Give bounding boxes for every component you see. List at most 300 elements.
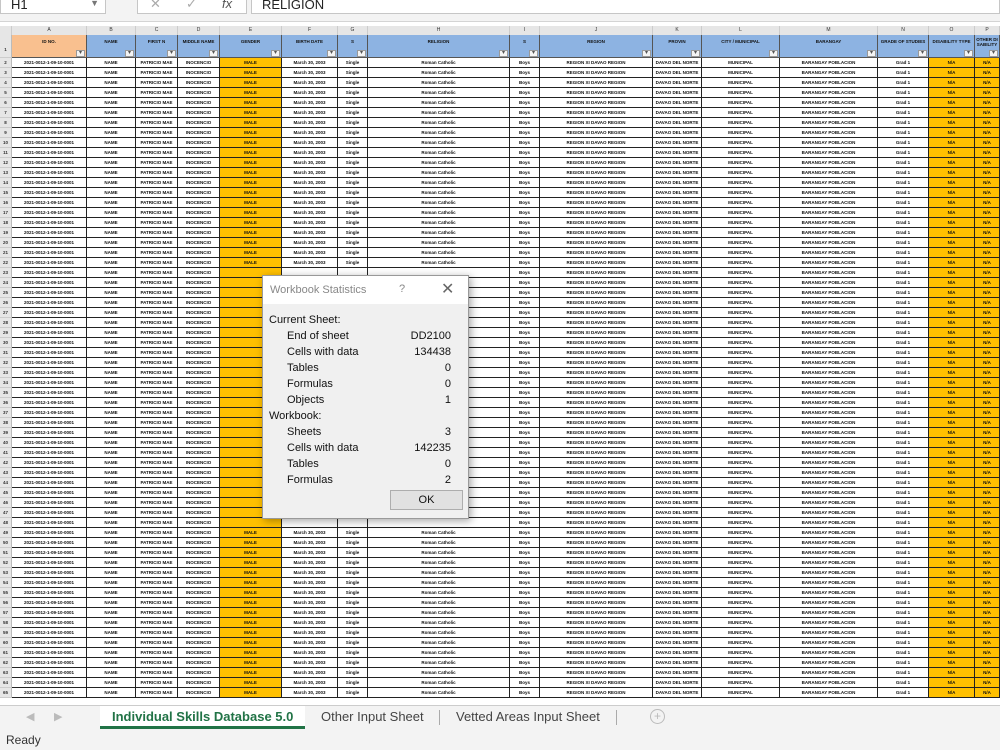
table-cell[interactable]: NAME (87, 278, 136, 288)
table-cell[interactable]: MALE (220, 178, 282, 188)
table-cell[interactable]: REGION XI DAVAO REGION (540, 478, 653, 488)
table-cell[interactable]: N/A (975, 368, 1000, 378)
table-cell[interactable]: DAVAO DEL NORTE (653, 448, 702, 458)
table-cell[interactable]: INOCENCIO (178, 538, 220, 548)
table-cell[interactable]: INOCENCIO (178, 248, 220, 258)
table-cell[interactable]: MUNICIPAL (702, 488, 780, 498)
table-cell[interactable]: BARANGAY POBLACION (780, 438, 878, 448)
table-cell[interactable]: Boys (510, 578, 540, 588)
table-cell[interactable]: 2021-0012-1-09-10-0001 (12, 418, 87, 428)
table-cell[interactable]: MUNICIPAL (702, 568, 780, 578)
table-cell[interactable]: Roman Catholic (368, 578, 510, 588)
table-cell[interactable]: Grad 1 (878, 168, 929, 178)
row-header[interactable]: 52 (0, 558, 12, 568)
table-cell[interactable]: March 30, 2003 (282, 588, 338, 598)
table-cell[interactable]: PATRICIO MAE (136, 358, 178, 368)
table-cell[interactable]: Boys (510, 148, 540, 158)
header-cell-j[interactable] (540, 35, 653, 58)
table-cell[interactable]: Grad 1 (878, 78, 929, 88)
table-cell[interactable]: Grad 1 (878, 288, 929, 298)
table-cell[interactable]: MALE (220, 108, 282, 118)
table-cell[interactable]: MALE (220, 668, 282, 678)
table-cell[interactable]: PATRICIO MAE (136, 408, 178, 418)
table-cell[interactable]: Grad 1 (878, 598, 929, 608)
table-cell[interactable]: Grad 1 (878, 238, 929, 248)
table-cell[interactable]: DAVAO DEL NORTE (653, 638, 702, 648)
table-cell[interactable]: REGION XI DAVAO REGION (540, 608, 653, 618)
table-cell[interactable]: Grad 1 (878, 228, 929, 238)
table-cell[interactable]: INOCENCIO (178, 288, 220, 298)
table-cell[interactable]: DAVAO DEL NORTE (653, 168, 702, 178)
table-cell[interactable]: Single (338, 98, 368, 108)
table-cell[interactable]: Roman Catholic (368, 78, 510, 88)
tab-individual-skills-database[interactable]: Individual Skills Database 5.0 (100, 706, 305, 729)
table-cell[interactable]: MALE (220, 128, 282, 138)
table-cell[interactable]: INOCENCIO (178, 228, 220, 238)
table-cell[interactable]: DAVAO DEL NORTE (653, 68, 702, 78)
table-cell[interactable]: DAVAO DEL NORTE (653, 328, 702, 338)
row-header[interactable]: 31 (0, 348, 12, 358)
table-cell[interactable]: Grad 1 (878, 128, 929, 138)
table-cell[interactable]: MALE (220, 88, 282, 98)
table-cell[interactable]: BARANGAY POBLACION (780, 568, 878, 578)
row-header[interactable]: 16 (0, 198, 12, 208)
table-cell[interactable]: 2021-0012-1-09-10-0001 (12, 598, 87, 608)
table-cell[interactable]: BARANGAY POBLACION (780, 398, 878, 408)
table-cell[interactable]: REGION XI DAVAO REGION (540, 228, 653, 238)
table-cell[interactable]: REGION XI DAVAO REGION (540, 408, 653, 418)
table-cell[interactable]: INOCENCIO (178, 238, 220, 248)
table-cell[interactable]: PATRICIO MAE (136, 468, 178, 478)
table-cell[interactable]: Roman Catholic (368, 638, 510, 648)
table-cell[interactable]: BARANGAY POBLACION (780, 488, 878, 498)
table-cell[interactable]: INOCENCIO (178, 318, 220, 328)
table-cell[interactable]: BARANGAY POBLACION (780, 688, 878, 698)
table-cell[interactable]: BARANGAY POBLACION (780, 128, 878, 138)
table-cell[interactable]: MUNICIPAL (702, 408, 780, 418)
close-icon[interactable]: ✕ (441, 281, 455, 298)
table-cell[interactable]: Boys (510, 58, 540, 68)
table-cell[interactable]: PATRICIO MAE (136, 558, 178, 568)
table-cell[interactable]: N/A (929, 548, 975, 558)
table-cell[interactable]: NAME (87, 338, 136, 348)
table-cell[interactable]: March 30, 2003 (282, 598, 338, 608)
table-cell[interactable]: BARANGAY POBLACION (780, 298, 878, 308)
table-cell[interactable]: BARANGAY POBLACION (780, 658, 878, 668)
table-cell[interactable]: DAVAO DEL NORTE (653, 538, 702, 548)
table-cell[interactable]: March 30, 2003 (282, 98, 338, 108)
row-header[interactable]: 20 (0, 238, 12, 248)
row-header[interactable]: 41 (0, 448, 12, 458)
table-cell[interactable]: N/A (975, 688, 1000, 698)
table-cell[interactable]: PATRICIO MAE (136, 688, 178, 698)
column-header-f[interactable]: F (282, 26, 338, 35)
table-cell[interactable]: MUNICIPAL (702, 518, 780, 528)
table-cell[interactable]: Single (338, 138, 368, 148)
table-cell[interactable]: N/A (929, 248, 975, 258)
table-cell[interactable]: DAVAO DEL NORTE (653, 138, 702, 148)
table-cell[interactable]: DAVAO DEL NORTE (653, 318, 702, 328)
table-cell[interactable]: N/A (929, 678, 975, 688)
table-cell[interactable]: INOCENCIO (178, 278, 220, 288)
filter-dropdown-icon[interactable]: ▾ (357, 50, 366, 57)
table-cell[interactable]: Grad 1 (878, 408, 929, 418)
table-cell[interactable]: N/A (975, 88, 1000, 98)
table-cell[interactable]: N/A (975, 498, 1000, 508)
table-cell[interactable]: 2021-0012-1-09-10-0001 (12, 338, 87, 348)
row-header[interactable]: 2 (0, 58, 12, 68)
table-cell[interactable]: N/A (975, 138, 1000, 148)
row-header[interactable]: 6 (0, 98, 12, 108)
table-cell[interactable]: Grad 1 (878, 148, 929, 158)
table-cell[interactable]: 2021-0012-1-09-10-0001 (12, 538, 87, 548)
table-cell[interactable]: MALE (220, 148, 282, 158)
table-cell[interactable]: 2021-0012-1-09-10-0001 (12, 508, 87, 518)
table-cell[interactable]: REGION XI DAVAO REGION (540, 688, 653, 698)
table-cell[interactable]: Boys (510, 318, 540, 328)
table-cell[interactable]: Single (338, 188, 368, 198)
table-cell[interactable]: BARANGAY POBLACION (780, 538, 878, 548)
table-cell[interactable]: REGION XI DAVAO REGION (540, 88, 653, 98)
table-cell[interactable]: PATRICIO MAE (136, 428, 178, 438)
table-cell[interactable]: BARANGAY POBLACION (780, 618, 878, 628)
table-cell[interactable]: PATRICIO MAE (136, 378, 178, 388)
table-cell[interactable]: PATRICIO MAE (136, 658, 178, 668)
table-cell[interactable]: BARANGAY POBLACION (780, 218, 878, 228)
table-cell[interactable]: REGION XI DAVAO REGION (540, 588, 653, 598)
table-cell[interactable]: Single (338, 658, 368, 668)
table-cell[interactable]: REGION XI DAVAO REGION (540, 378, 653, 388)
table-cell[interactable]: DAVAO DEL NORTE (653, 288, 702, 298)
table-cell[interactable]: DAVAO DEL NORTE (653, 498, 702, 508)
table-cell[interactable]: PATRICIO MAE (136, 278, 178, 288)
table-cell[interactable] (338, 518, 368, 528)
table-cell[interactable]: BARANGAY POBLACION (780, 448, 878, 458)
table-cell[interactable]: INOCENCIO (178, 678, 220, 688)
table-cell[interactable]: N/A (975, 128, 1000, 138)
table-cell[interactable]: BARANGAY POBLACION (780, 418, 878, 428)
table-cell[interactable]: REGION XI DAVAO REGION (540, 158, 653, 168)
table-cell[interactable]: BARANGAY POBLACION (780, 318, 878, 328)
table-cell[interactable]: NAME (87, 128, 136, 138)
table-cell[interactable]: March 30, 2003 (282, 78, 338, 88)
table-cell[interactable]: March 30, 2003 (282, 678, 338, 688)
table-cell[interactable]: 2021-0012-1-09-10-0001 (12, 248, 87, 258)
table-cell[interactable]: N/A (929, 258, 975, 268)
table-cell[interactable]: Grad 1 (878, 358, 929, 368)
table-cell[interactable]: MALE (220, 688, 282, 698)
table-cell[interactable]: MALE (220, 618, 282, 628)
table-cell[interactable]: INOCENCIO (178, 688, 220, 698)
table-cell[interactable]: DAVAO DEL NORTE (653, 348, 702, 358)
filter-dropdown-icon[interactable]: ▾ (327, 50, 336, 57)
table-cell[interactable]: NAME (87, 688, 136, 698)
table-cell[interactable]: DAVAO DEL NORTE (653, 568, 702, 578)
table-cell[interactable]: MUNICIPAL (702, 478, 780, 488)
table-cell[interactable]: N/A (929, 458, 975, 468)
table-cell[interactable]: Boys (510, 238, 540, 248)
table-cell[interactable]: BARANGAY POBLACION (780, 68, 878, 78)
table-cell[interactable]: Boys (510, 398, 540, 408)
table-cell[interactable]: N/A (929, 338, 975, 348)
table-cell[interactable]: MALE (220, 218, 282, 228)
table-cell[interactable]: Boys (510, 288, 540, 298)
table-cell[interactable]: NAME (87, 408, 136, 418)
table-cell[interactable]: Boys (510, 608, 540, 618)
table-cell[interactable]: DAVAO DEL NORTE (653, 378, 702, 388)
table-cell[interactable]: NAME (87, 258, 136, 268)
table-cell[interactable]: DAVAO DEL NORTE (653, 88, 702, 98)
table-cell[interactable]: March 30, 2003 (282, 538, 338, 548)
table-cell[interactable]: N/A (975, 328, 1000, 338)
add-sheet-icon[interactable]: + (650, 709, 665, 724)
table-cell[interactable]: INOCENCIO (178, 638, 220, 648)
table-cell[interactable]: NAME (87, 518, 136, 528)
table-cell[interactable]: 2021-0012-1-09-10-0001 (12, 358, 87, 368)
row-header[interactable]: 28 (0, 318, 12, 328)
table-cell[interactable]: Grad 1 (878, 428, 929, 438)
select-all-corner[interactable] (0, 26, 12, 35)
row-header[interactable]: 4 (0, 78, 12, 88)
table-cell[interactable]: MALE (220, 568, 282, 578)
row-header[interactable]: 49 (0, 528, 12, 538)
table-cell[interactable]: N/A (929, 418, 975, 428)
table-cell[interactable]: DAVAO DEL NORTE (653, 278, 702, 288)
table-cell[interactable]: Grad 1 (878, 298, 929, 308)
table-cell[interactable]: BARANGAY POBLACION (780, 508, 878, 518)
table-cell[interactable]: N/A (929, 448, 975, 458)
table-cell[interactable]: REGION XI DAVAO REGION (540, 258, 653, 268)
table-cell[interactable]: Boys (510, 88, 540, 98)
table-cell[interactable]: N/A (929, 308, 975, 318)
table-cell[interactable]: BARANGAY POBLACION (780, 628, 878, 638)
table-cell[interactable]: 2021-0012-1-09-10-0001 (12, 488, 87, 498)
table-cell[interactable]: N/A (975, 248, 1000, 258)
table-cell[interactable]: PATRICIO MAE (136, 498, 178, 508)
table-cell[interactable]: Roman Catholic (368, 558, 510, 568)
table-cell[interactable]: REGION XI DAVAO REGION (540, 268, 653, 278)
table-cell[interactable]: INOCENCIO (178, 178, 220, 188)
table-cell[interactable]: DAVAO DEL NORTE (653, 298, 702, 308)
table-cell[interactable]: MUNICIPAL (702, 418, 780, 428)
table-cell[interactable]: March 30, 2003 (282, 238, 338, 248)
table-cell[interactable]: Roman Catholic (368, 128, 510, 138)
table-cell[interactable]: March 30, 2003 (282, 628, 338, 638)
filter-dropdown-icon[interactable]: ▾ (691, 50, 700, 57)
table-cell[interactable]: Roman Catholic (368, 678, 510, 688)
table-cell[interactable]: N/A (929, 528, 975, 538)
table-cell[interactable]: NAME (87, 308, 136, 318)
table-cell[interactable]: REGION XI DAVAO REGION (540, 328, 653, 338)
table-cell[interactable]: 2021-0012-1-09-10-0001 (12, 578, 87, 588)
table-cell[interactable]: INOCENCIO (178, 298, 220, 308)
filter-dropdown-icon[interactable]: ▾ (769, 50, 778, 57)
table-cell[interactable]: N/A (929, 58, 975, 68)
table-cell[interactable]: N/A (975, 618, 1000, 628)
table-cell[interactable]: Boys (510, 228, 540, 238)
table-cell[interactable]: March 30, 2003 (282, 568, 338, 578)
table-cell[interactable]: NAME (87, 318, 136, 328)
table-cell[interactable]: PATRICIO MAE (136, 578, 178, 588)
filter-dropdown-icon[interactable]: ▾ (529, 50, 538, 57)
table-cell[interactable]: March 30, 2003 (282, 128, 338, 138)
table-cell[interactable]: Boys (510, 368, 540, 378)
table-cell[interactable]: DAVAO DEL NORTE (653, 158, 702, 168)
table-cell[interactable]: MUNICIPAL (702, 98, 780, 108)
table-cell[interactable]: Boys (510, 478, 540, 488)
table-cell[interactable]: March 30, 2003 (282, 148, 338, 158)
table-cell[interactable]: PATRICIO MAE (136, 308, 178, 318)
table-cell[interactable]: DAVAO DEL NORTE (653, 688, 702, 698)
table-cell[interactable]: BARANGAY POBLACION (780, 178, 878, 188)
column-header-l[interactable]: L (702, 26, 780, 35)
table-cell[interactable]: Boys (510, 508, 540, 518)
table-cell[interactable]: PATRICIO MAE (136, 368, 178, 378)
table-cell[interactable]: Grad 1 (878, 658, 929, 668)
table-cell[interactable]: Boys (510, 408, 540, 418)
table-cell[interactable]: Single (338, 558, 368, 568)
table-cell[interactable]: DAVAO DEL NORTE (653, 198, 702, 208)
table-cell[interactable]: INOCENCIO (178, 628, 220, 638)
formula-input[interactable]: RELIGION (251, 0, 1000, 14)
table-cell[interactable]: PATRICIO MAE (136, 98, 178, 108)
table-cell[interactable]: INOCENCIO (178, 128, 220, 138)
table-cell[interactable]: BARANGAY POBLACION (780, 88, 878, 98)
column-header-o[interactable]: O (929, 26, 975, 35)
table-cell[interactable]: Single (338, 568, 368, 578)
table-cell[interactable]: DAVAO DEL NORTE (653, 588, 702, 598)
table-cell[interactable]: March 30, 2003 (282, 578, 338, 588)
table-cell[interactable]: Grad 1 (878, 448, 929, 458)
table-cell[interactable]: N/A (975, 168, 1000, 178)
table-cell[interactable]: REGION XI DAVAO REGION (540, 178, 653, 188)
table-cell[interactable]: PATRICIO MAE (136, 488, 178, 498)
table-cell[interactable]: REGION XI DAVAO REGION (540, 338, 653, 348)
table-cell[interactable]: 2021-0012-1-09-10-0001 (12, 78, 87, 88)
table-cell[interactable]: BARANGAY POBLACION (780, 368, 878, 378)
table-cell[interactable]: DAVAO DEL NORTE (653, 418, 702, 428)
header-cell-c[interactable] (136, 35, 178, 58)
table-cell[interactable]: NAME (87, 428, 136, 438)
row-header[interactable]: 33 (0, 368, 12, 378)
table-cell[interactable]: MUNICIPAL (702, 288, 780, 298)
table-cell[interactable]: 2021-0012-1-09-10-0001 (12, 158, 87, 168)
table-cell[interactable]: N/A (929, 298, 975, 308)
row-header[interactable]: 53 (0, 568, 12, 578)
table-cell[interactable]: Boys (510, 448, 540, 458)
table-cell[interactable]: MUNICIPAL (702, 678, 780, 688)
table-cell[interactable]: MALE (220, 58, 282, 68)
table-cell[interactable]: March 30, 2003 (282, 608, 338, 618)
table-cell[interactable]: DAVAO DEL NORTE (653, 478, 702, 488)
table-cell[interactable]: N/A (975, 558, 1000, 568)
table-cell[interactable]: 2021-0012-1-09-10-0001 (12, 308, 87, 318)
table-cell[interactable]: BARANGAY POBLACION (780, 518, 878, 528)
table-cell[interactable]: Single (338, 628, 368, 638)
table-cell[interactable]: N/A (975, 448, 1000, 458)
table-cell[interactable]: Boys (510, 458, 540, 468)
table-cell[interactable]: N/A (975, 108, 1000, 118)
table-cell[interactable]: Grad 1 (878, 248, 929, 258)
table-cell[interactable]: BARANGAY POBLACION (780, 98, 878, 108)
header-cell-m[interactable] (780, 35, 878, 58)
table-cell[interactable]: Single (338, 578, 368, 588)
table-cell[interactable]: Grad 1 (878, 338, 929, 348)
table-cell[interactable]: N/A (975, 378, 1000, 388)
table-cell[interactable]: REGION XI DAVAO REGION (540, 618, 653, 628)
row-header[interactable]: 37 (0, 408, 12, 418)
row-header[interactable]: 24 (0, 278, 12, 288)
table-cell[interactable]: MUNICIPAL (702, 218, 780, 228)
table-cell[interactable]: Boys (510, 78, 540, 88)
table-cell[interactable]: N/A (929, 578, 975, 588)
table-cell[interactable]: NAME (87, 488, 136, 498)
table-cell[interactable]: MUNICIPAL (702, 148, 780, 158)
table-cell[interactable]: Roman Catholic (368, 208, 510, 218)
table-cell[interactable]: Roman Catholic (368, 588, 510, 598)
table-cell[interactable]: DAVAO DEL NORTE (653, 458, 702, 468)
table-cell[interactable]: BARANGAY POBLACION (780, 578, 878, 588)
table-cell[interactable]: March 30, 2003 (282, 558, 338, 568)
table-cell[interactable]: N/A (929, 88, 975, 98)
table-cell[interactable]: N/A (929, 598, 975, 608)
table-cell[interactable]: 2021-0012-1-09-10-0001 (12, 218, 87, 228)
row-header[interactable]: 39 (0, 428, 12, 438)
table-cell[interactable]: N/A (929, 98, 975, 108)
table-cell[interactable]: MALE (220, 208, 282, 218)
table-cell[interactable]: Boys (510, 298, 540, 308)
table-cell[interactable]: DAVAO DEL NORTE (653, 658, 702, 668)
column-header-a[interactable]: A (12, 26, 87, 35)
table-cell[interactable]: NAME (87, 678, 136, 688)
table-cell[interactable]: Grad 1 (878, 468, 929, 478)
name-box[interactable] (0, 0, 106, 14)
table-cell[interactable]: NAME (87, 298, 136, 308)
header-cell-k[interactable] (653, 35, 702, 58)
table-cell[interactable]: N/A (975, 78, 1000, 88)
table-cell[interactable]: N/A (975, 478, 1000, 488)
table-cell[interactable]: March 30, 2003 (282, 198, 338, 208)
table-cell[interactable]: N/A (975, 298, 1000, 308)
table-cell[interactable]: 2021-0012-1-09-10-0001 (12, 398, 87, 408)
table-cell[interactable]: Roman Catholic (368, 138, 510, 148)
table-cell[interactable]: 2021-0012-1-09-10-0001 (12, 408, 87, 418)
table-cell[interactable]: MUNICIPAL (702, 668, 780, 678)
filter-dropdown-icon[interactable]: ▾ (642, 50, 651, 57)
table-cell[interactable]: BARANGAY POBLACION (780, 638, 878, 648)
table-cell[interactable]: Grad 1 (878, 328, 929, 338)
table-cell[interactable]: INOCENCIO (178, 198, 220, 208)
table-cell[interactable]: March 30, 2003 (282, 258, 338, 268)
table-cell[interactable]: DAVAO DEL NORTE (653, 268, 702, 278)
table-cell[interactable]: N/A (929, 628, 975, 638)
table-cell[interactable]: Roman Catholic (368, 68, 510, 78)
table-cell[interactable]: PATRICIO MAE (136, 678, 178, 688)
table-cell[interactable]: NAME (87, 58, 136, 68)
ok-button[interactable]: OK (390, 490, 463, 510)
table-cell[interactable]: BARANGAY POBLACION (780, 168, 878, 178)
table-cell[interactable]: PATRICIO MAE (136, 238, 178, 248)
table-cell[interactable]: Boys (510, 418, 540, 428)
table-cell[interactable]: Roman Catholic (368, 98, 510, 108)
table-cell[interactable]: PATRICIO MAE (136, 258, 178, 268)
table-cell[interactable]: Boys (510, 498, 540, 508)
table-cell[interactable]: MALE (220, 648, 282, 658)
table-cell[interactable]: Grad 1 (878, 88, 929, 98)
table-cell[interactable]: PATRICIO MAE (136, 458, 178, 468)
table-cell[interactable]: 2021-0012-1-09-10-0001 (12, 238, 87, 248)
table-cell[interactable]: REGION XI DAVAO REGION (540, 438, 653, 448)
